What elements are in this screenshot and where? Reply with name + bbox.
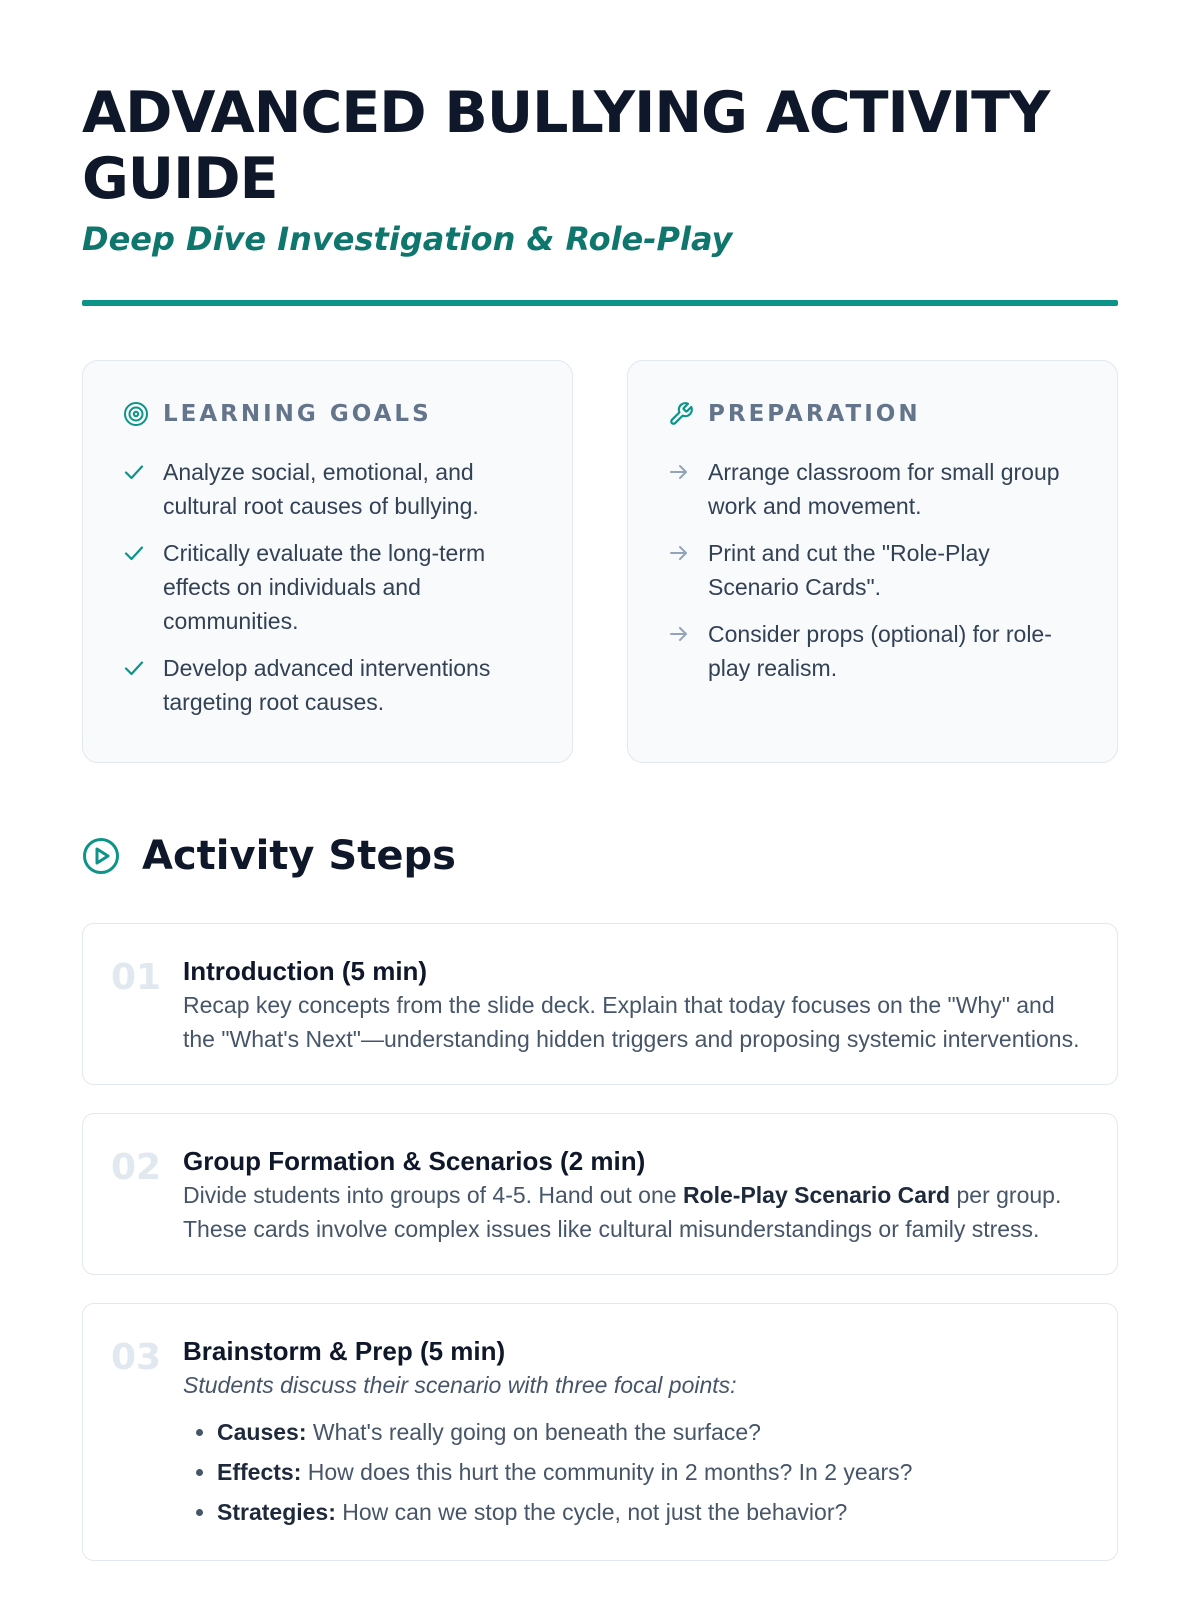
learning-goals-header xyxy=(123,401,532,427)
page-subtitle: Deep Dive Investigation & Role-Play xyxy=(82,220,733,258)
list-item xyxy=(123,651,532,719)
activity-steps-list xyxy=(82,923,1118,1561)
target-icon xyxy=(123,401,149,427)
step-text-emphasis: Role-Play Scenario Card xyxy=(682,1182,951,1208)
check-icon xyxy=(123,536,149,570)
learning-goal-text: Analyze social, emotional, and cultural root causes of bullying. xyxy=(163,459,479,519)
learning-goal-text: Critically evaluate the long-term effects on individuals and communities. xyxy=(163,540,486,634)
point-text: What's really going on beneath the surface? xyxy=(306,1419,761,1445)
list-item xyxy=(217,1412,1087,1452)
arrow-right-icon xyxy=(668,617,694,651)
point-label: Effects: xyxy=(217,1459,302,1485)
step-number: 03 xyxy=(111,1337,162,1378)
header xyxy=(82,0,1118,306)
focal-points-list xyxy=(183,1412,1087,1532)
step-text-after: per group. These cards involve complex issues like cultural misunderstandings or family stress. xyxy=(183,1182,1062,1242)
step-body xyxy=(183,954,1087,1056)
step-text-before: Divide students into groups of 4-5. Hand out one xyxy=(183,1182,683,1208)
point-label: Causes: xyxy=(217,1419,307,1445)
list-item xyxy=(123,455,532,523)
play-circle-icon xyxy=(82,837,120,875)
step-title: Introduction (5 min) xyxy=(183,956,428,986)
point-label: Strategies: xyxy=(217,1499,336,1525)
step-title: Group Formation & Scenarios (2 min) xyxy=(183,1146,646,1176)
check-icon xyxy=(123,651,149,685)
list-item xyxy=(668,617,1077,685)
learning-goals-card xyxy=(82,360,573,763)
preparation-header xyxy=(668,401,1077,427)
section-title: Activity Steps xyxy=(142,833,456,879)
list-item xyxy=(123,536,532,638)
list-item xyxy=(217,1492,1087,1532)
page-title: ADVANCED BULLYING ACTIVITY GUIDE xyxy=(82,80,1050,212)
arrow-right-icon xyxy=(668,455,694,489)
point-text: How does this hurt the community in 2 months? In 2 years? xyxy=(301,1459,913,1485)
step-card xyxy=(82,923,1118,1085)
list-item xyxy=(668,455,1077,523)
step-description xyxy=(183,1178,1087,1246)
preparation-text: Consider props (optional) for role-play realism. xyxy=(708,621,1052,681)
step-card xyxy=(82,1303,1118,1561)
learning-goal-text: Develop advanced interventions targeting root causes. xyxy=(163,655,491,715)
learning-goals-list xyxy=(123,455,532,719)
activity-steps-header xyxy=(82,833,1118,879)
info-cards xyxy=(82,360,1118,763)
preparation-card xyxy=(627,360,1118,763)
step-description: Recap key concepts from the slide deck. Explain that today focuses on the "Why" and the "What's Next"—understanding hidden triggers and proposing systemic interventions. xyxy=(183,992,1080,1052)
step-number: 01 xyxy=(111,957,162,998)
wrench-icon xyxy=(668,401,694,427)
step-lead: Students discuss their scenario with three focal points: xyxy=(183,1372,737,1398)
step-title: Brainstorm & Prep (5 min) xyxy=(183,1336,506,1366)
step-body xyxy=(183,1144,1087,1246)
step-card xyxy=(82,1113,1118,1275)
check-icon xyxy=(123,455,149,489)
list-item xyxy=(217,1452,1087,1492)
step-body xyxy=(183,1334,1087,1532)
arrow-right-icon xyxy=(668,536,694,570)
preparation-text: Arrange classroom for small group work and movement. xyxy=(708,459,1060,519)
list-item xyxy=(668,536,1077,604)
preparation-text: Print and cut the "Role-Play Scenario Cards". xyxy=(708,540,990,600)
learning-goals-title: LEARNING GOALS xyxy=(163,401,432,427)
point-text: How can we stop the cycle, not just the behavior? xyxy=(335,1499,848,1525)
step-number: 02 xyxy=(111,1147,162,1188)
preparation-list xyxy=(668,455,1077,685)
header-divider xyxy=(82,300,1118,306)
preparation-title: PREPARATION xyxy=(708,401,921,427)
